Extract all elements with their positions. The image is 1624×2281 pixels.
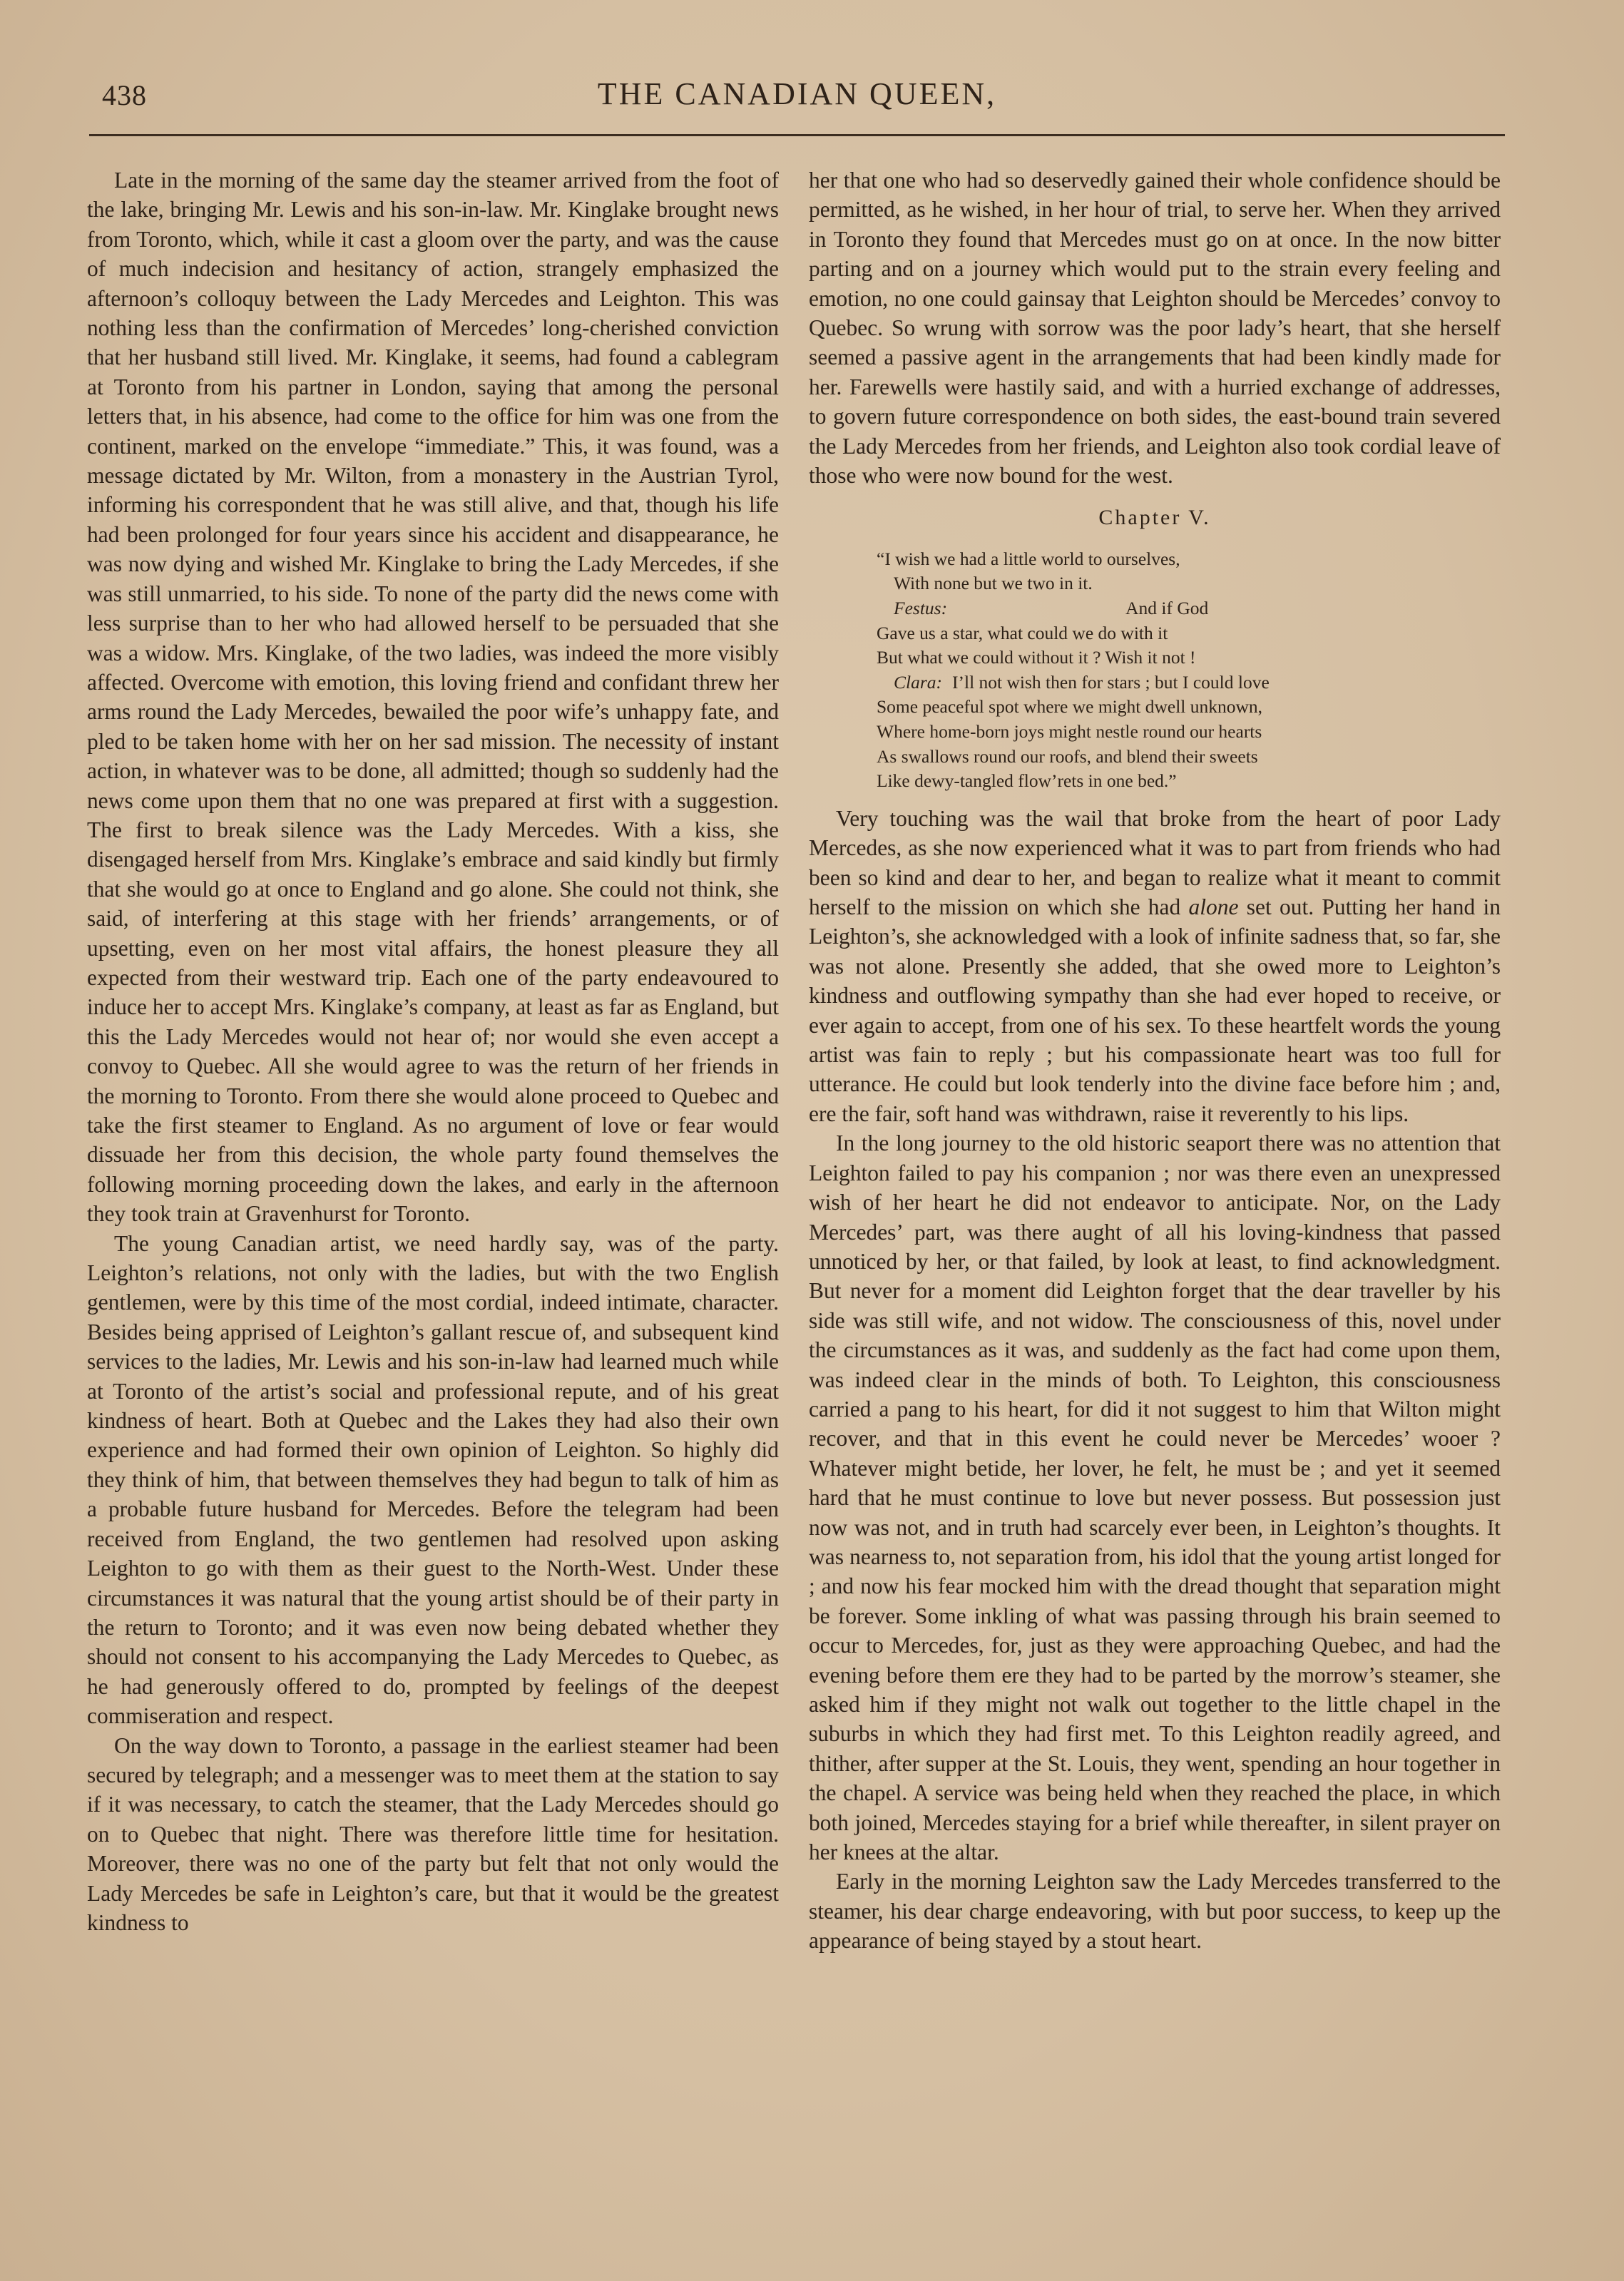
verse-line: As swallows round our roofs, and blend their sweets <box>877 745 1258 767</box>
page-header <box>89 71 1505 128</box>
paragraph: Early in the morning Leighton saw the Lady Mercedes transferred to the steamer, his dear charge endeavoring, with but poor success, to keep up the appearance of being stayed by a stout heart. <box>809 1869 1501 1954</box>
page-number: 438 <box>102 79 147 111</box>
paragraph: Late in the morning of the same day the steamer arrived from the foot of the lake, bringing Mr. Lewis and his son-in-law. Mr. Kinglake brought news from Toronto, which, while it cast a gloom over the party, and was the cause of much indecision and hesitancy of action, strangely emphasized the afternoon’s colloquy between the Lady Mercedes and Leighton. This was nothing less than the confirmation of Mercedes’ long-cherished conviction that her husband still lived. Mr. Kinglake, it seems, had found a cablegram at Toronto from his partner in London, saying that among the personal letters that, in his absence, had come to the office for him was one from the continent, marked on the envelope “immediate.” This, it was found, was a message dictated by Mr. Wilton, from a monastery in the Austrian Tyrol, informing his correspondent that he was still alive, and that, though his life had been prolonged for four years since his accident and disappearance, he was now dying and wished Mr. Kinglake to bring the Lady Mercedes, if she was still unmarried, to his side. To none of the party did the news come with less surprise than to her who had allowed herself to be persuaded that she was a widow. Mrs. Kinglake, of the two ladies, was indeed the more visibly affected. Overcome with emotion, this loving friend and confidant threw her arms round the Lady Mercedes, bewailed the poor wife’s unhappy fate, and pled to be taken home with her on her sad mission. The necessity of instant action, in whatever was to be done, all admitted; though so suddenly had the news come upon them that no one was prepared at first with a suggestion. The first to break silence was the Lady Mercedes. With a kiss, she disengaged herself from Mrs. Kinglake’s embrace and said kindly but firmly that she would go at once to England and go alone. She could not think, she said, of interfering at this stage with her friends’ arrangements, or of upsetting, even on her most vital affairs, the honest pleasure they all expected from their westward trip. Each one of the party endeavoured to induce her to accept Mrs. Kinglake’s company, at least as far as England, but this the Lady Mercedes would not hear of; nor would she even accept a convoy to Quebec. All she would agree to was the return of her friends in the morning to Toronto. From there she would alone proceed to Quebec and take the first steamer to England. As no argument of love or fear would dissuade her from this decision, the whole party found themselves the following morning proceeding down the lakes, and early in the afternoon they took train at Gravenhurst for Toronto. <box>87 168 779 1227</box>
verse-line: Like dewy-tangled flow’rets in one bed.” <box>877 770 1177 792</box>
paragraph: In the long journey to the old historic seaport there was no attention that Leighton failed to pay his companion ; nor was there even an unexpressed wish of her heart he did not endeavor to anticipate. Nor, on the Lady Mercedes’ part, was there aught of all his loving-kindness that passed unnoticed by her, or that failed, by look at least, to find acknowledgment. But never for a moment did Leighton forget that the dear traveller by his side was still wife, and not widow. The consciousness of this, novel under the circumstances as it was, and suddenly as the fact had come upon them, was indeed clear in the minds of both. To Leighton, this consciousness carried a pang to his heart, for did it not suggest to him that Wilton might recover, and that in this event he could never be Mercedes’ wooer ? Whatever might betide, her lover, he felt, he must be ; and yet it seemed hard that he must continue to love but never possess. But possession just now was not, and in truth had scarcely ever been, in Leighton’s thoughts. It was nearness to, not separation from, his idol that the young artist longed for ; and now his fear mocked him with the dread thought that separation might be forever. Some inkling of what was passing through his brain seemed to occur to Mercedes, for, just as they were approaching Quebec, and had the evening before them ere they had to be parted by the morrow’s steamer, she asked him if they might not walk out together to the little chapel in the suburbs in which they had first met. To this Leighton readily agreed, and thither, after supper at the St. Louis, they went, spending an hour together in the chapel. A service was being held when they reached the place, in which both joined, Mercedes staying for a brief while thereafter, in silent prayer on her knees at the altar. <box>809 1131 1501 1865</box>
epigraph-verse <box>877 547 1501 794</box>
verse-line <box>877 596 1501 621</box>
verse-line: Gave us a star, what could we do with it <box>877 622 1168 643</box>
verse-speaker: Clara: <box>894 671 943 693</box>
chapter-heading: Chapter V. <box>1098 506 1211 530</box>
paragraph-text: set out. Putting her hand in Leighton’s, she acknowledged with a look of infinite sadness that, so far, she was not alone. Presently she added, that she owed more to Leighton’s kindness and outflowing sympathy than she had ever hoped to receive, or ever again to accept, from one of his sex. To these heartfelt words the young artist was fain to reply ; but his compassionate heart was too full for utterance. He could but look tenderly into the divine face before him ; and, ere the fair, soft hand was withdrawn, raise it reverently to his lips. <box>809 894 1501 1126</box>
paragraph-continued: her that one who had so deservedly gained their whole confidence should be permitted, as he wished, in her hour of trial, to serve her. When they arrived in Toronto they found that Mercedes must go on at once. In the now bitter parting and on a journey which would put to the strain every feeling and emotion, no one could gainsay that Leighton should be Mercedes’ convoy to Quebec. So wrung with sorrow was the poor lady’s heart, that she herself seemed a passive agent in the arrangements that had been kindly made for her. Farewells were hastily said, and with a hurried exchange of addresses, to govern future correspondence on both sides, the east-bound train severed the Lady Mercedes from her friends, and Leighton also took cordial leave of those who were now bound for the west. <box>809 168 1501 489</box>
verse-line: With none but we two in it. <box>894 573 1093 594</box>
paragraph: The young Canadian artist, we need hardly say, was of the party. Leighton’s relations, not only with the ladies, but with the two English gentlemen, were by this time of the most cordial, indeed intimate, character. Besides being apprised of Leighton’s gallant rescue of, and subsequent kind services to the ladies, Mr. Lewis and his son-in-law had learned much while at Toronto of the artist’s social and professional repute, and of his great kindness of heart. Both at Quebec and the Lakes they had also their own experience and had formed their own opinion of Leighton. So highly did they think of him, that between themselves they had begun to talk of him as a probable future husband for Mercedes. Before the telegram had been received from England, the two gentlemen had resolved upon asking Leighton to go with them as their guest to the North-West. Under these circumstances it was natural that the young artist should be of their party in the return to Toronto; and it was even now being debated whether they should not consent to his accompanying the Lady Mercedes to Quebec, as he had generously offered to do, prompted by feelings of the deepest commiseration and respect. <box>87 1230 779 1729</box>
paragraph: On the way down to Toronto, a passage in the earliest steamer had been secured by telegraph; and a messenger was to meet them at the station to say if it was necessary, to catch the steamer, that the Lady Mercedes should go on to Quebec that night. There was therefore little time for hesitation. Moreover, there was no one of the party but felt that not only would the Lady Mercedes be safe in Leighton’s care, but that it would be the greatest kindness to <box>87 1733 779 1935</box>
verse-line: “I wish we had a little world to ourselves, <box>877 548 1180 569</box>
verse-line: Where home-born joys might nestle round our hearts <box>877 721 1262 743</box>
left-column <box>87 165 779 1937</box>
verse-line <box>877 670 1501 695</box>
verse-line: Some peaceful spot where we might dwell unknown, <box>877 696 1263 718</box>
header-rule <box>89 134 1505 136</box>
right-column <box>809 165 1501 1956</box>
paragraph <box>809 804 1501 1128</box>
running-title: THE CANADIAN QUEEN, <box>597 76 997 111</box>
emphasis-alone: alone <box>1188 894 1239 920</box>
verse-line-text: I’ll not wish then for stars ; but I could love <box>952 671 1270 693</box>
verse-line: But what we could without it ? Wish it not ! <box>877 647 1196 668</box>
verse-speaker: Festus: <box>894 598 948 619</box>
verse-line-text: And if God <box>1125 598 1209 619</box>
paragraph-text: Very touching was the wail that broke from the heart of poor Lady Mercedes, as she now experienced what it was to part from friends who had been so kind and dear to her, and began to realize what it meant to commit herself to the mission on which she had <box>809 805 1501 920</box>
